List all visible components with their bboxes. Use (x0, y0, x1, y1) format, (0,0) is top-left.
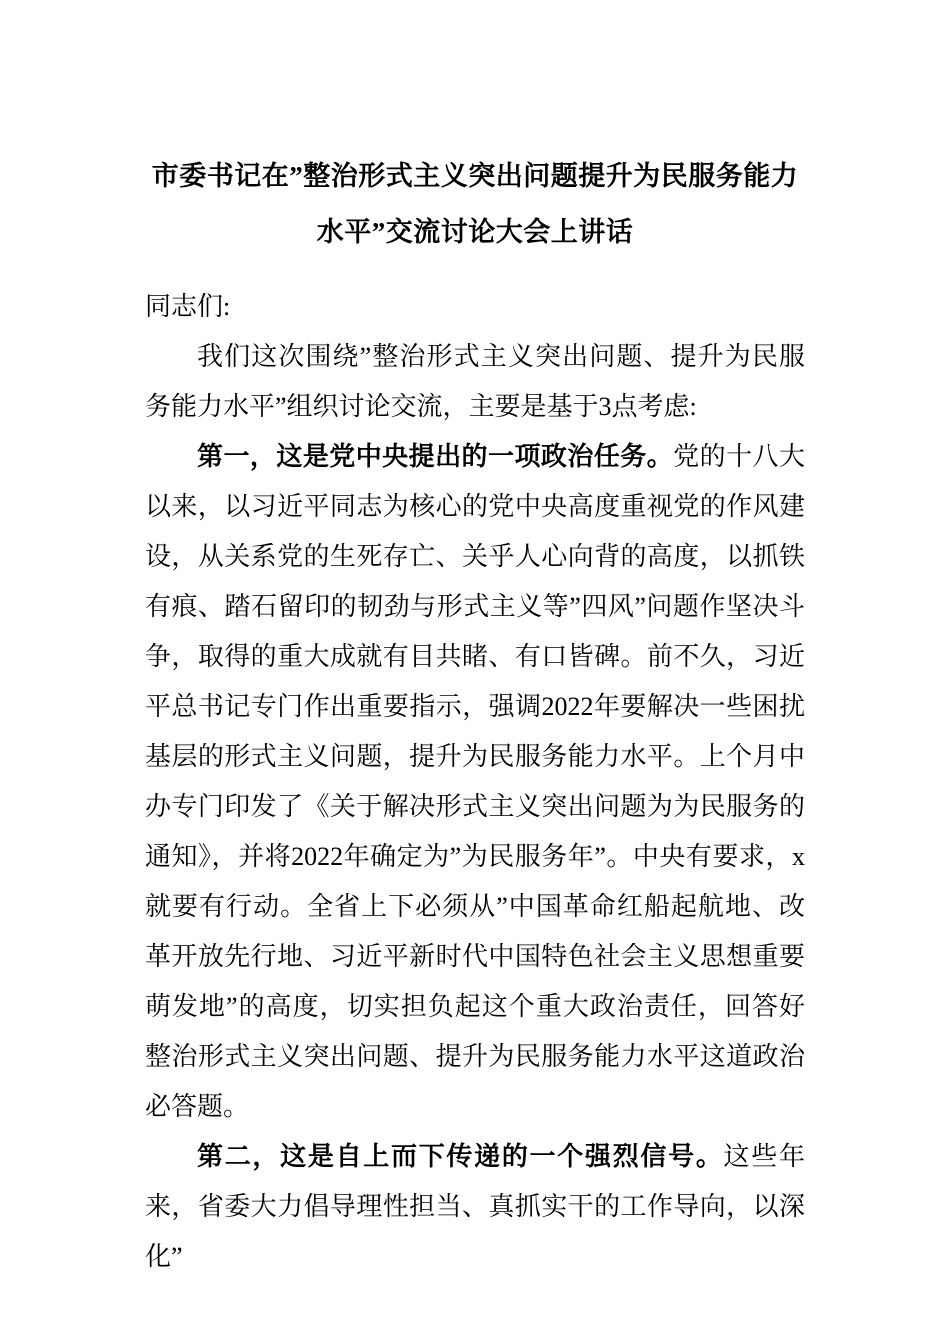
paragraph-salutation (145, 282, 805, 332)
document-body (145, 282, 805, 1282)
paragraph-intro (145, 332, 805, 432)
paragraph-text: 同志们: (145, 292, 231, 321)
paragraph-lead: 第二，这是自上而下传递的一个强烈信号。 (197, 1142, 724, 1171)
paragraph-text: 这些年来，省委大力倡导理性担当、真抓实干的工作导向，以深化” (145, 1142, 805, 1271)
paragraph-text: 党的十八大以来，以习近平同志为核心的党中央高度重视党的作风建设，从关系党的生死存亡、关乎人心向背的高度，以抓铁有痕、踏石留印的韧劲与形式主义等”四风”问题作坚决斗争，取得的重大成就有目共睹、有口皆碑。前不久，习近平总书记专门作出重要指示，强调2022年要解决一些困扰基层的形式主义问题，提升为民服务能力水平。上个月中办专门印发了《关于解决形式主义突出问题为为民服务的通知》，并将2022年确定为”为民服务年”。中央有要求，x就要有行动。全省上下必须从”中国革命红船起航地、改革开放先行地、习近平新时代中国特色社会主义思想重要萌发地”的高度，切实担负起这个重大政治责任，回答好整治形式主义突出问题、提升为民服务能力水平这道政治必答题。 (145, 442, 805, 1121)
paragraph-lead: 第一，这是党中央提出的一项政治任务。 (197, 442, 674, 471)
paragraph-text: 我们这次围绕”整治形式主义突出问题、提升为民服务能力水平”组织讨论交流，主要是基于3点考虑: (145, 342, 805, 421)
paragraph-point-1 (145, 432, 805, 1132)
paragraph-point-2 (145, 1132, 805, 1282)
document-title: 市委书记在”整治形式主义突出问题提升为民服务能力水平”交流讨论大会上讲话 (151, 161, 799, 247)
